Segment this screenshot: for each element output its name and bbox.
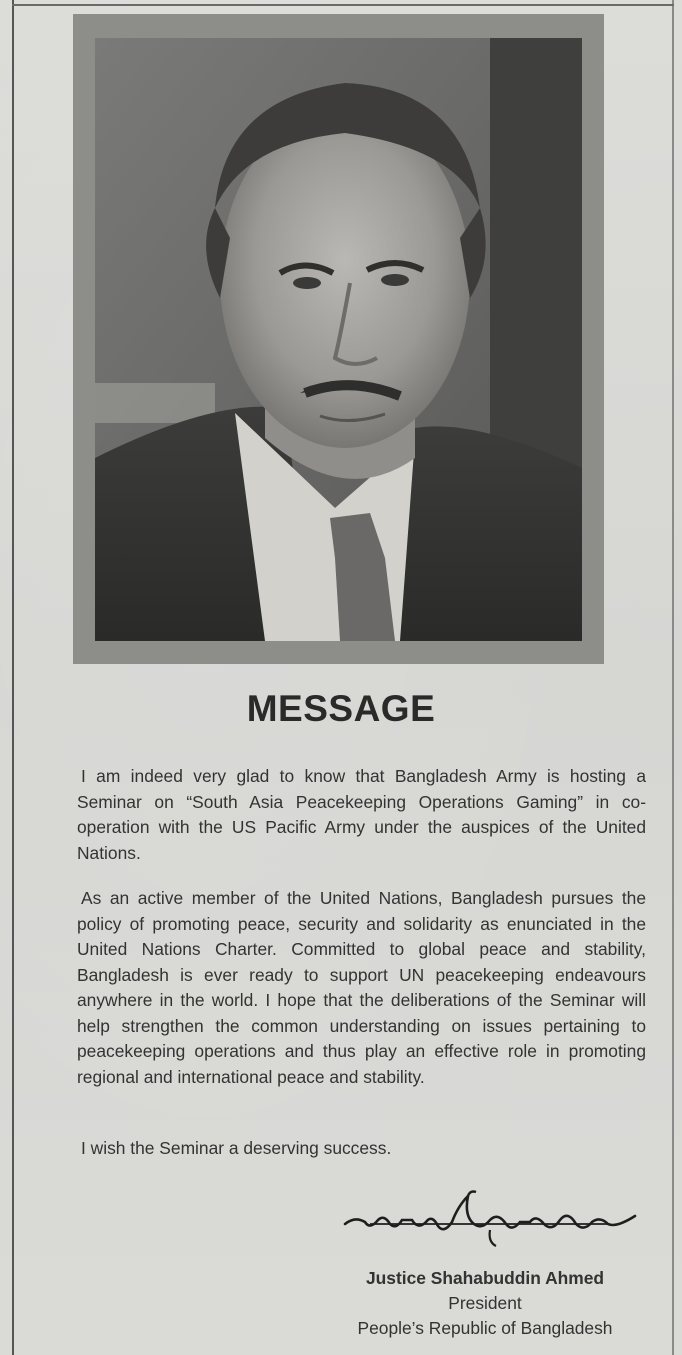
page-border-top: [12, 4, 674, 6]
page-border-right: [672, 0, 674, 1355]
message-title: MESSAGE: [246, 688, 436, 729]
signatory-block: [300, 1266, 670, 1341]
page-border-left: [12, 0, 14, 1355]
signatory-organization: People’s Republic of Bangladesh: [357, 1318, 613, 1338]
message-paragraph-1: I am indeed very glad to know that Bangladesh Army is hosting a Seminar on “South Asia Peacekeeping Operations Gaming” in co-operation with the US Pacific Army under the auspices of the United Nations.: [77, 766, 646, 863]
portrait-photo: [95, 38, 582, 641]
portrait-illustration: [95, 38, 582, 641]
message-paragraph-3: I wish the Seminar a deserving success.: [81, 1138, 392, 1158]
handwritten-signature: [340, 1186, 640, 1256]
signatory-title: President: [448, 1293, 522, 1313]
message-paragraph-2: As an active member of the United Nations, Bangladesh pursues the policy of promoting peace, security and solidarity as enunciated in the United Nations Charter. Committed to global peace and stability, Bangladesh is ever ready to support UN peacekeeping endeavours anywhere in the world. I hope that the deliberations of the Seminar will help strengthen the common understanding on issues pertaining to peacekeeping operations and thus play an effective role in promoting regional and international peace and stability.: [77, 888, 646, 1087]
signatory-name: Justice Shahabuddin Ahmed: [365, 1268, 605, 1288]
